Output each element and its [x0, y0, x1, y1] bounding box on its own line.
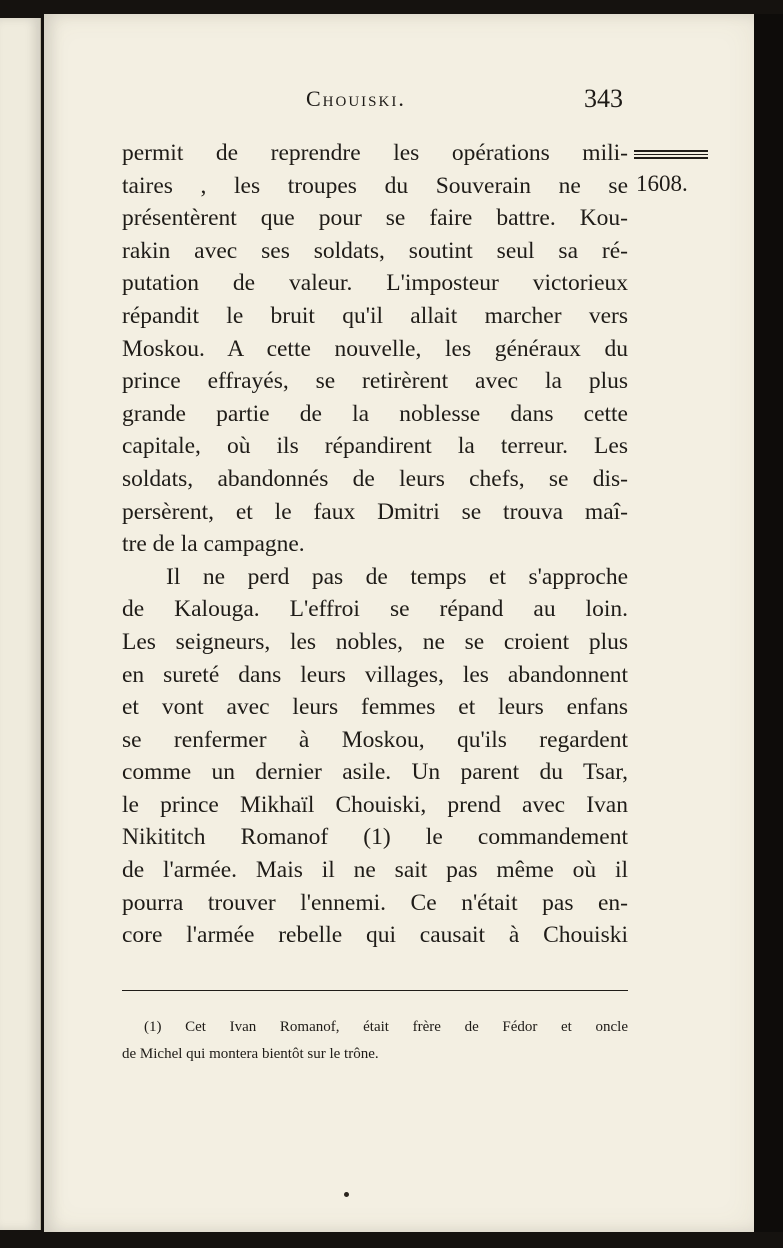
text-line: pourra trouver l'ennemi. Ce n'était pas en-: [122, 889, 628, 916]
text-line: grande partie de la noblesse dans cette: [122, 400, 628, 427]
text-line: répandit le bruit qu'il allait marcher vers: [122, 302, 628, 329]
text-line: Nikititch Romanof (1) le commandement: [122, 824, 628, 851]
text-line: taires , les troupes du Souverain ne se: [122, 172, 628, 199]
text-line: persèrent, et le faux Dmitri se trouva maî-: [122, 498, 628, 525]
facing-page-edge: [0, 18, 41, 1230]
running-title: Chouiski.: [306, 86, 406, 111]
text-line: soldats, abandonnés de leurs chefs, se dis-: [122, 465, 628, 492]
text-line: le prince Mikhaïl Chouiski, prend avec Ivan: [122, 791, 628, 818]
paragraph-end-line: tre de la campagne.: [122, 531, 305, 558]
footnote: [122, 1014, 628, 1068]
text-line: core l'armée rebelle qui causait à Chouiski: [122, 922, 628, 949]
main-text: [122, 137, 628, 952]
text-line: putation de valeur. L'imposteur victorieux: [122, 270, 628, 297]
text-line: de l'armée. Mais il ne sait pas même où il: [122, 857, 628, 884]
paragraph-first-line: Il ne perd pas de temps et s'approche: [166, 563, 628, 590]
text-line: présentèrent que pour se faire battre. Kou-: [122, 205, 628, 232]
text-line: prince effrayés, se retirèrent avec la plus: [122, 368, 628, 395]
text-line: comme un dernier asile. Un parent du Tsar,: [122, 759, 628, 786]
ink-speck: [344, 1192, 349, 1197]
text-line: de Kalouga. L'effroi se répand au loin.: [122, 596, 628, 623]
footnote-line: de Michel qui montera bientôt sur le trône.: [122, 1046, 379, 1062]
text-line: Moskou. A cette nouvelle, les généraux du: [122, 335, 628, 362]
footnote-line: (1) Cet Ivan Romanof, était frère de Fédor et oncle: [144, 1019, 628, 1035]
text-line: en sureté dans leurs villages, les abandonnent: [122, 661, 628, 688]
footnote-divider: [122, 990, 628, 991]
margin-ornament-rule: [634, 150, 708, 159]
text-line: permit de reprendre les opérations mili-: [122, 140, 628, 166]
text-line: se renfermer à Moskou, qu'ils regardent: [122, 726, 628, 753]
text-line: et vont avec leurs femmes et leurs enfans: [122, 694, 628, 721]
margin-year-note: 1608.: [636, 171, 688, 196]
page-number: 343: [584, 84, 623, 113]
text-line: Les seigneurs, les nobles, ne se croient plus: [122, 628, 628, 655]
text-line: rakin avec ses soldats, soutint seul sa ré-: [122, 237, 628, 264]
text-line: capitale, où ils répandirent la terreur. Les: [122, 433, 628, 460]
page-edge-shadow: [754, 14, 783, 1232]
page-header: [0, 86, 783, 116]
